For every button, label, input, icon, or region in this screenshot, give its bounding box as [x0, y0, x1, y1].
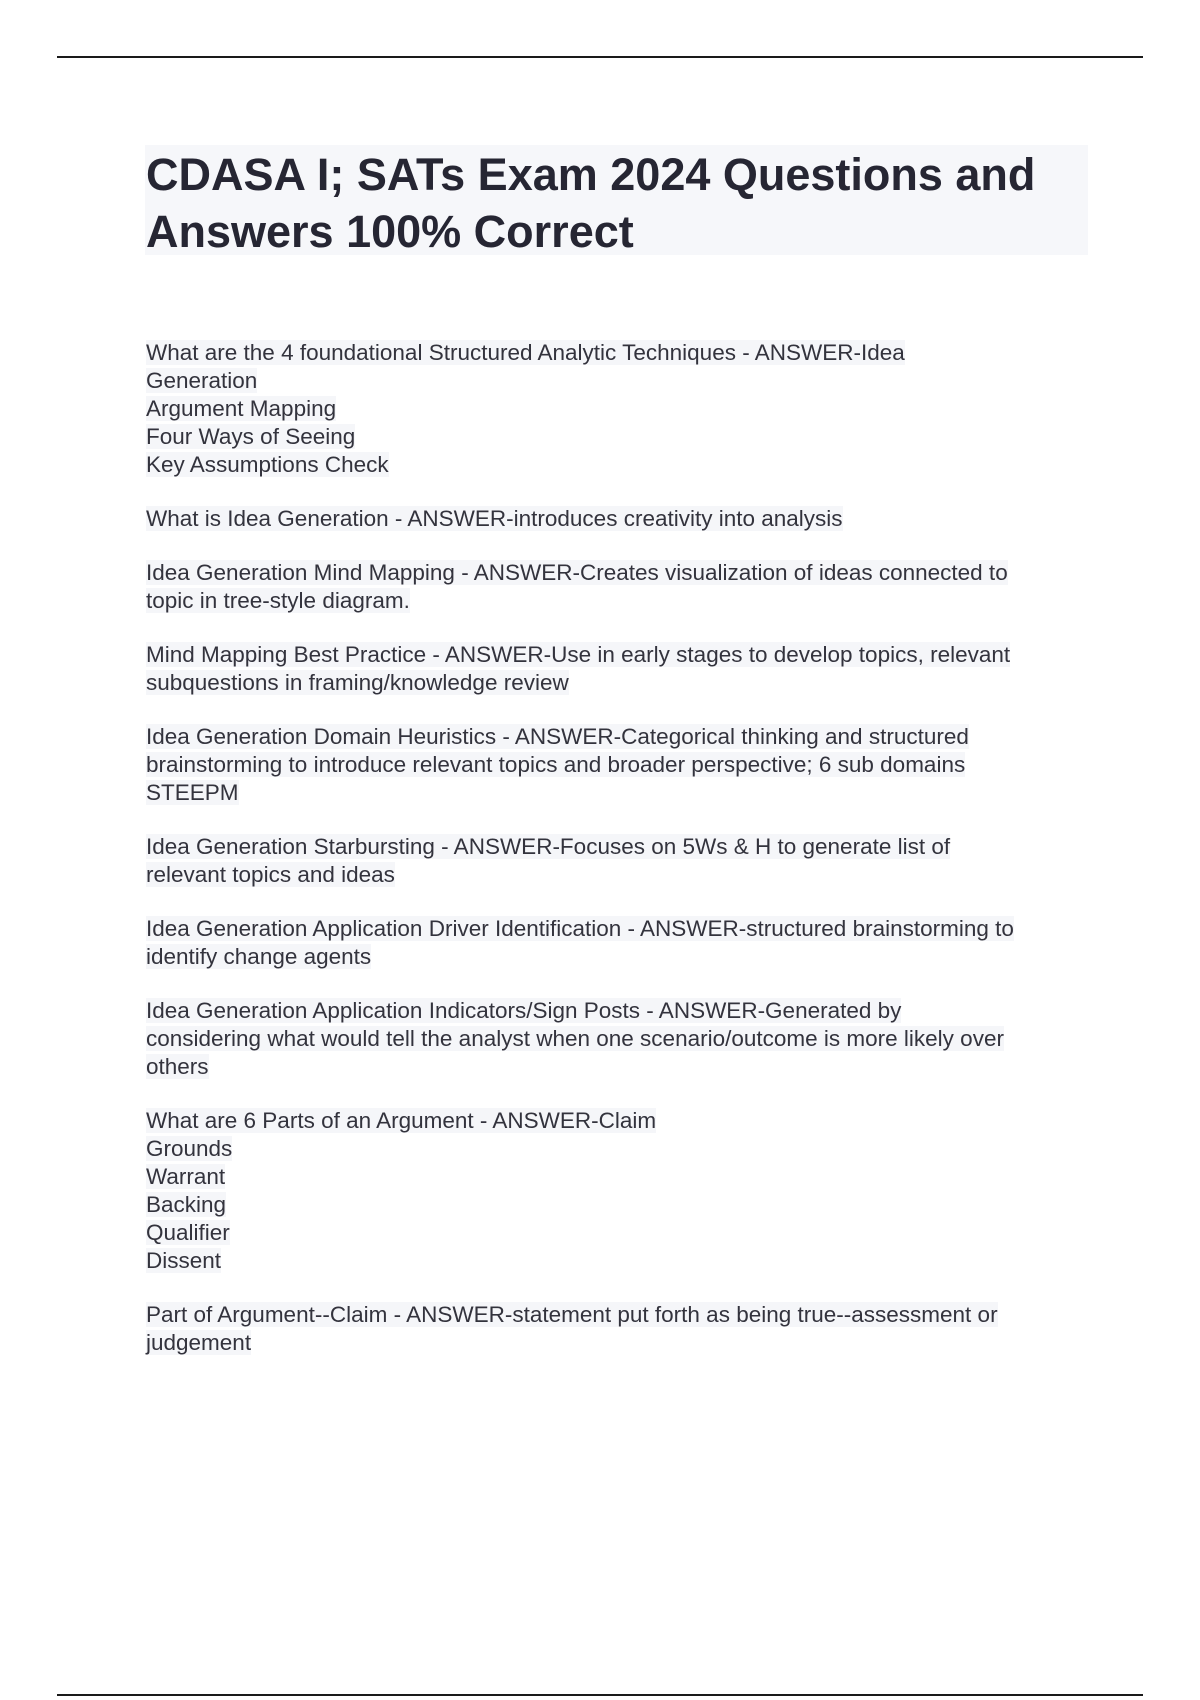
qa-text: Idea Generation Application Indicators/Sign Posts - ANSWER-Generated by considering what would tell the analyst when one scenario/outcome is more likely over others [146, 998, 1004, 1079]
qa-item [146, 339, 1091, 479]
qa-list [146, 339, 1091, 1383]
footer-rule [57, 1694, 1143, 1696]
qa-text: Idea Generation Starbursting - ANSWER-Focuses on 5Ws & H to generate list of relevant topics and ideas [146, 834, 951, 887]
qa-text: Part of Argument--Claim - ANSWER-statement put forth as being true--assessment or judgement [146, 1302, 998, 1355]
qa-text: What are 6 Parts of an Argument - ANSWER-Claim Grounds Warrant Backing Qualifier Dissent [146, 1108, 657, 1273]
header-rule [57, 56, 1143, 58]
qa-text: Idea Generation Mind Mapping - ANSWER-Creates visualization of ideas connected to topic in tree-style diagram. [146, 560, 1008, 613]
qa-item [146, 833, 1091, 889]
qa-item [146, 723, 1091, 807]
qa-text: What are the 4 foundational Structured Analytic Techniques - ANSWER-Idea Generation Argument Mapping Four Ways of Seeing Key Assumptions Check [146, 340, 905, 477]
qa-item [146, 1301, 1091, 1357]
qa-item [146, 505, 1091, 533]
qa-item [146, 997, 1091, 1081]
qa-item [146, 1107, 1091, 1275]
qa-text: Idea Generation Application Driver Identification - ANSWER-structured brainstorming to identify change agents [146, 916, 1014, 969]
qa-item [146, 915, 1091, 971]
qa-item [146, 559, 1091, 615]
qa-text: Mind Mapping Best Practice - ANSWER-Use in early stages to develop topics, relevant subquestions in framing/knowledge review [146, 642, 1011, 695]
qa-text: What is Idea Generation - ANSWER-introduces creativity into analysis [146, 506, 843, 531]
document-title: CDASA I; SATs Exam 2024 Questions and Answers 100% Correct [146, 149, 1036, 257]
qa-text: Idea Generation Domain Heuristics - ANSWER-Categorical thinking and structured brainstorming to introduce relevant topics and broader perspective; 6 sub domains STEEPM [146, 724, 969, 805]
qa-item [146, 641, 1091, 697]
